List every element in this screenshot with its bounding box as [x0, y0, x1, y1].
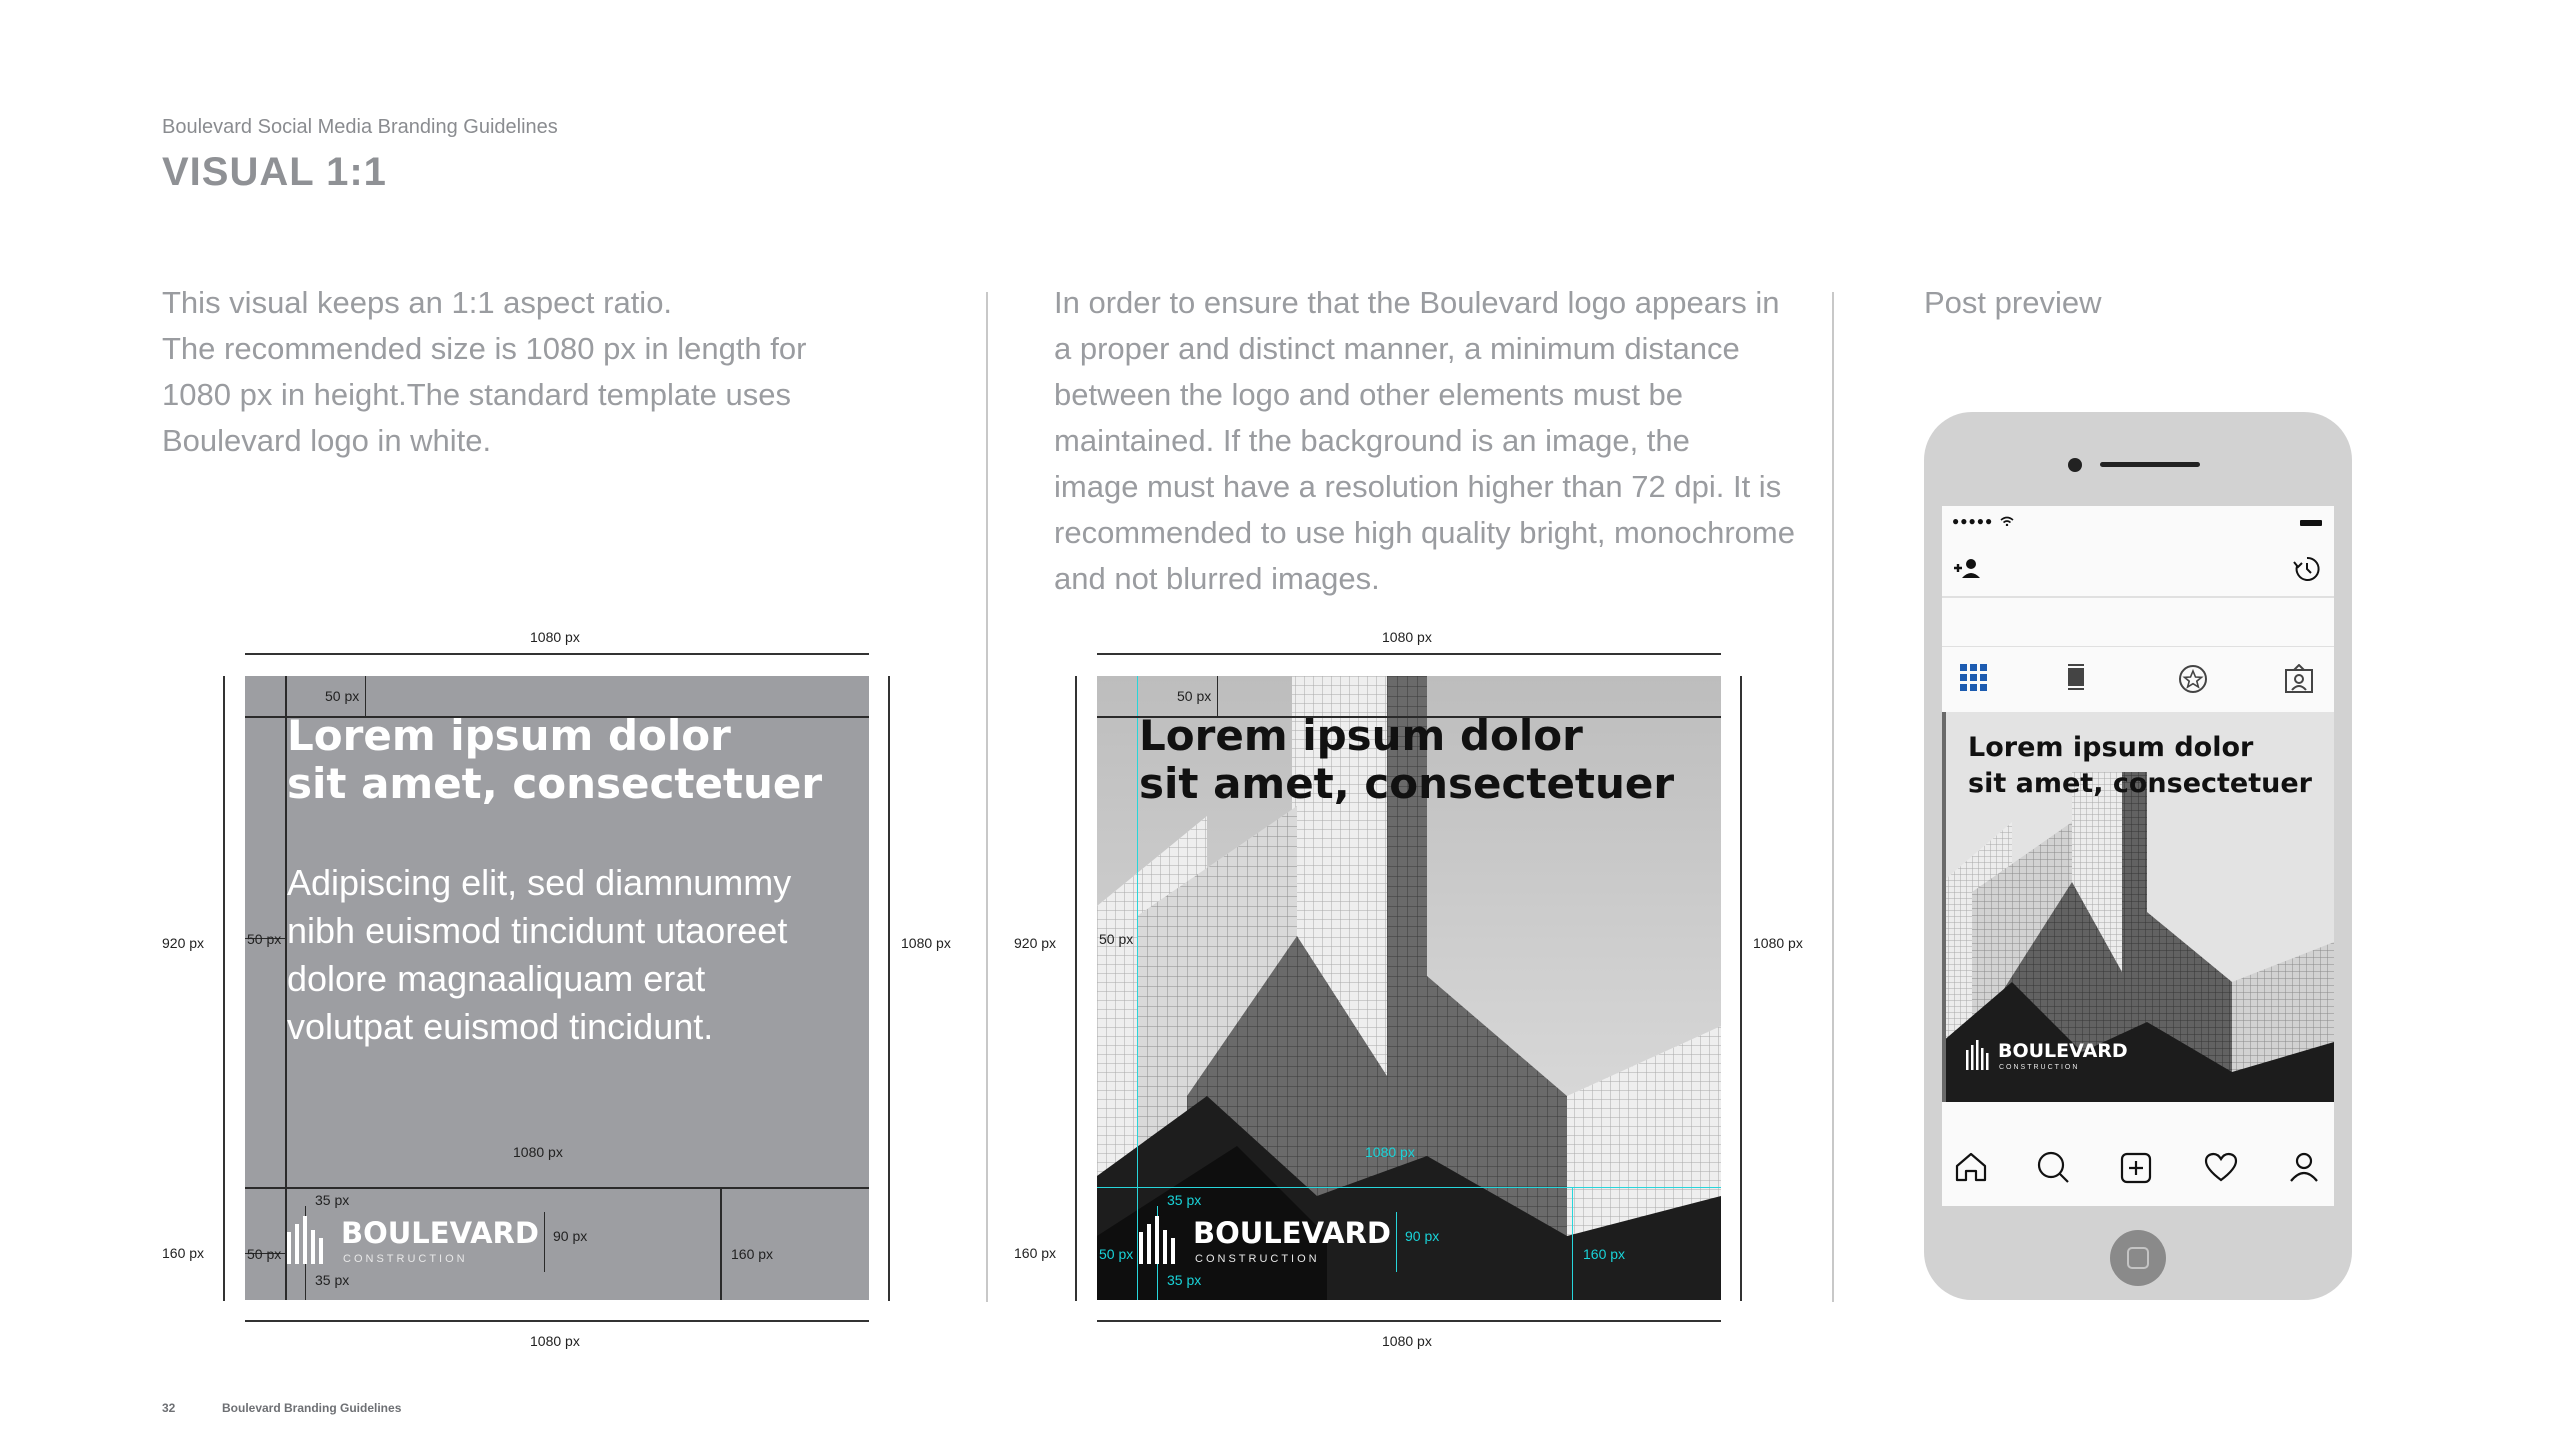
- text-line: image must have a resolution higher than 72 dpi. It is: [1054, 469, 1782, 504]
- logo-wordmark: BOULEVARD: [341, 1216, 539, 1250]
- headline-line: Lorem ipsum dolor: [1968, 732, 2254, 763]
- doc-subtitle: Boulevard Social Media Branding Guidelines: [162, 116, 558, 138]
- heart-icon[interactable]: [2204, 1152, 2238, 1182]
- text-line: and not blurred images.: [1054, 561, 1380, 596]
- text-line: The recommended size is 1080 px in length for: [162, 331, 807, 366]
- dim-logo-top: 35 px: [315, 1192, 350, 1208]
- template-canvas: [1097, 676, 1721, 1300]
- dim-line: [245, 1320, 869, 1322]
- logo-subtitle: CONSTRUCTION: [1999, 1064, 2080, 1071]
- logo-wordmark: BOULEVARD: [1193, 1216, 1391, 1250]
- footer-guide: [720, 1187, 722, 1300]
- dim-height-1080: 1080 px: [1753, 935, 1803, 951]
- post-image[interactable]: [1942, 712, 2334, 1102]
- text-line: Boulevard logo in white.: [162, 423, 492, 458]
- footer-guide: [245, 1187, 869, 1189]
- footer-doc-title: Boulevard Branding Guidelines: [222, 1401, 402, 1415]
- dim-line: [1075, 676, 1077, 1301]
- wifi-icon: [2000, 516, 2014, 526]
- phone-mockup: [1924, 412, 2352, 1300]
- headline-line: sit amet, consectetuer: [1968, 768, 2312, 799]
- boulevard-logo-icon: [287, 1212, 327, 1268]
- create-post-icon[interactable]: [2120, 1152, 2152, 1184]
- boulevard-logo-icon: [1966, 1038, 1990, 1072]
- divider: [1942, 596, 2334, 598]
- template-headline: [287, 712, 822, 808]
- dim-width-top: 1080 px: [530, 629, 580, 645]
- logo-subtitle: CONSTRUCTION: [1195, 1253, 1320, 1265]
- dim-logo-bottom: 35 px: [315, 1272, 350, 1288]
- body-line: volutpat euismod tincidunt.: [287, 1006, 714, 1047]
- dim-margin-left: 50 px: [247, 1246, 282, 1262]
- logo-guide: [544, 1212, 545, 1272]
- dim-logo-gap: 90 px: [553, 1228, 588, 1244]
- headline-line: sit amet, consectetuer: [287, 759, 823, 808]
- text-line: This visual keeps an 1:1 aspect ratio.: [162, 285, 673, 320]
- logo-wordmark: BOULEVARD: [1998, 1040, 2128, 1062]
- signal-icon: ●●●●●: [1952, 514, 1994, 528]
- dim-line: [1740, 676, 1742, 1301]
- dim-width-inner: 1080 px: [513, 1144, 563, 1160]
- favorites-icon[interactable]: [2178, 664, 2208, 694]
- dim-footer-height: 160 px: [731, 1246, 774, 1262]
- dim-logo-top: 35 px: [1167, 1192, 1202, 1208]
- boulevard-logo-icon: [1139, 1212, 1179, 1268]
- phone-speaker: [2100, 462, 2200, 467]
- dim-height-920: 920 px: [1014, 935, 1057, 951]
- dim-line: [245, 653, 869, 655]
- body-line: nibh euismod tincidunt utaoreet: [287, 910, 788, 951]
- history-icon[interactable]: [2292, 554, 2322, 584]
- column-1-text: [162, 280, 806, 464]
- dim-width-top: 1080 px: [1382, 629, 1432, 645]
- margin-guide: [1137, 676, 1138, 1300]
- dim-height-920: 920 px: [162, 935, 205, 951]
- dim-logo-gap: 90 px: [1405, 1228, 1440, 1244]
- template-body-text: [287, 859, 791, 1051]
- profile-icon[interactable]: [2288, 1152, 2320, 1182]
- logo-subtitle: CONSTRUCTION: [343, 1253, 468, 1265]
- margin-guide: [1217, 676, 1218, 716]
- text-line: maintained. If the background is an image, the: [1054, 423, 1690, 458]
- body-line: dolore magnaaliquam erat: [287, 958, 706, 999]
- phone-screen: [1942, 506, 2334, 1206]
- dim-line: [888, 676, 890, 1301]
- headline-line: Lorem ipsum dolor: [287, 711, 731, 760]
- footer-guide: [1572, 1187, 1573, 1300]
- home-button[interactable]: [2110, 1230, 2166, 1286]
- page-title: VISUAL 1:1: [162, 150, 387, 194]
- home-button-icon: [2127, 1247, 2149, 1269]
- dim-line: [1097, 653, 1721, 655]
- margin-guide: [365, 676, 366, 716]
- dim-height-160: 160 px: [162, 1245, 205, 1261]
- dim-height-1080: 1080 px: [901, 935, 951, 951]
- tagged-icon[interactable]: [2284, 664, 2314, 694]
- dim-line: [1097, 1320, 1721, 1322]
- grid-view-icon[interactable]: [1960, 664, 1988, 692]
- column-3-label: Post preview: [1924, 285, 2102, 320]
- dim-width-bottom: 1080 px: [1382, 1333, 1432, 1349]
- body-line: Adipiscing elit, sed diamnummy: [287, 862, 792, 903]
- dim-margin-left: 50 px: [1099, 1246, 1134, 1262]
- add-user-icon[interactable]: [1952, 556, 1982, 580]
- search-icon[interactable]: [2036, 1150, 2070, 1184]
- battery-icon: [2300, 520, 2322, 526]
- list-view-icon[interactable]: [2066, 664, 2086, 690]
- home-icon[interactable]: [1954, 1152, 1988, 1182]
- phone-camera: [2068, 458, 2082, 472]
- page-number: 32: [162, 1401, 176, 1415]
- template-canvas: [245, 676, 869, 1300]
- headline-line: sit amet, consectetuer: [1139, 759, 1675, 808]
- headline-line: Lorem ipsum dolor: [1139, 711, 1583, 760]
- logo-guide: [1396, 1212, 1397, 1272]
- text-line: In order to ensure that the Boulevard logo appears in: [1054, 285, 1780, 320]
- dim-line: [223, 676, 225, 1301]
- dim-height-160: 160 px: [1014, 1245, 1057, 1261]
- dim-margin-left: 50 px: [247, 931, 282, 947]
- post-headline: [1968, 730, 2312, 802]
- text-line: recommended to use high quality bright, monochrome: [1054, 515, 1795, 550]
- dim-footer-height: 160 px: [1583, 1246, 1626, 1262]
- template-headline: [1139, 712, 1674, 808]
- column-divider: [986, 292, 988, 1302]
- dim-margin-left: 50 px: [1099, 931, 1134, 947]
- column-divider: [1832, 292, 1834, 1302]
- dim-margin-top: 50 px: [1177, 688, 1212, 704]
- column-2-text: [1054, 280, 1795, 602]
- dim-margin-top: 50 px: [325, 688, 360, 704]
- divider: [1942, 646, 2334, 647]
- text-line: between the logo and other elements must be: [1054, 377, 1684, 412]
- footer-guide: [1097, 1187, 1721, 1188]
- text-line: 1080 px in height.The standard template uses: [162, 377, 792, 412]
- dim-width-inner: 1080 px: [1365, 1144, 1415, 1160]
- dim-logo-bottom: 35 px: [1167, 1272, 1202, 1288]
- dim-width-bottom: 1080 px: [530, 1333, 580, 1349]
- text-line: a proper and distinct manner, a minimum distance: [1054, 331, 1740, 366]
